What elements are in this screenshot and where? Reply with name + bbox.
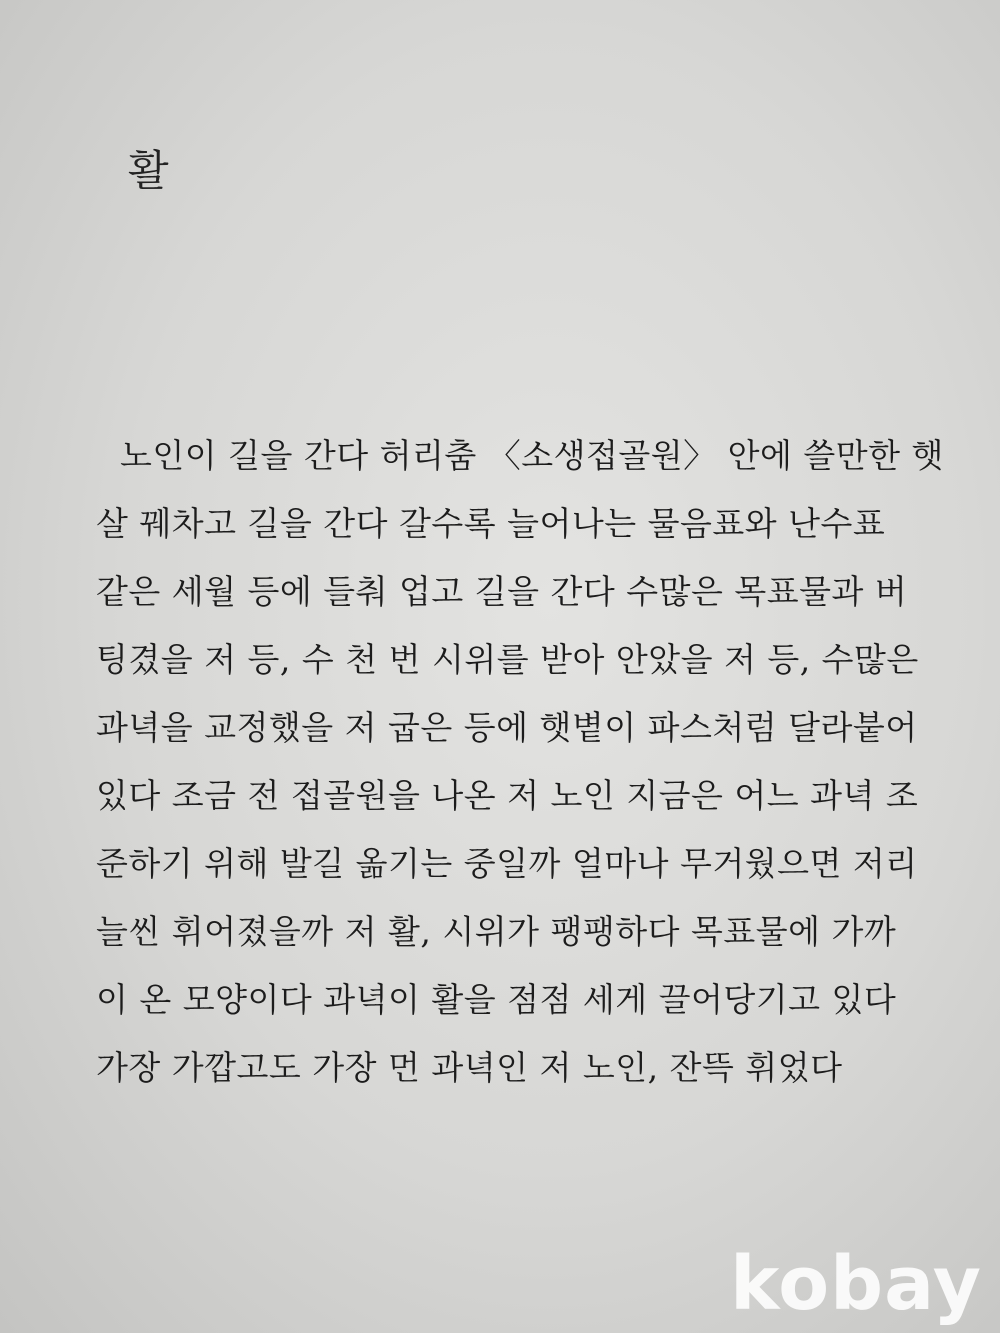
poem-title: 활: [128, 146, 169, 195]
poem-line: 늘씬 휘어졌을까 저 활, 시위가 팽팽하다 목표물에 가까: [96, 912, 897, 951]
poem-line: 있다 조금 전 접골원을 나온 저 노인 지금은 어느 과녁 조: [96, 776, 919, 815]
watermark-logo: kobay: [730, 1241, 982, 1327]
poem-line: 이 온 모양이다 과녁이 활을 점점 세게 끌어당기고 있다: [96, 980, 897, 1019]
poem-line: 과녁을 교정했을 저 굽은 등에 햇볕이 파스처럼 달라붙어: [96, 708, 918, 747]
poem-line: 팅겼을 저 등, 수 천 번 시위를 받아 안았을 저 등, 수많은: [96, 640, 919, 679]
poem-line: 준하기 위해 발길 옮기는 중일까 얼마나 무거웠으면 저리: [96, 844, 918, 883]
poem-body: [96, 422, 944, 1102]
poem-line: 같은 세월 등에 들춰 업고 길을 간다 수많은 목표물과 버: [96, 572, 908, 611]
poem-line: 노인이 길을 간다 허리춤 〈소생접골원〉 안에 쓸만한 햇: [120, 436, 944, 475]
poem-line: 가장 가깝고도 가장 먼 과녁인 저 노인, 잔뜩 휘었다: [96, 1048, 843, 1087]
poem-line: 살 꿰차고 길을 간다 갈수록 늘어나는 물음표와 난수표: [96, 504, 886, 543]
